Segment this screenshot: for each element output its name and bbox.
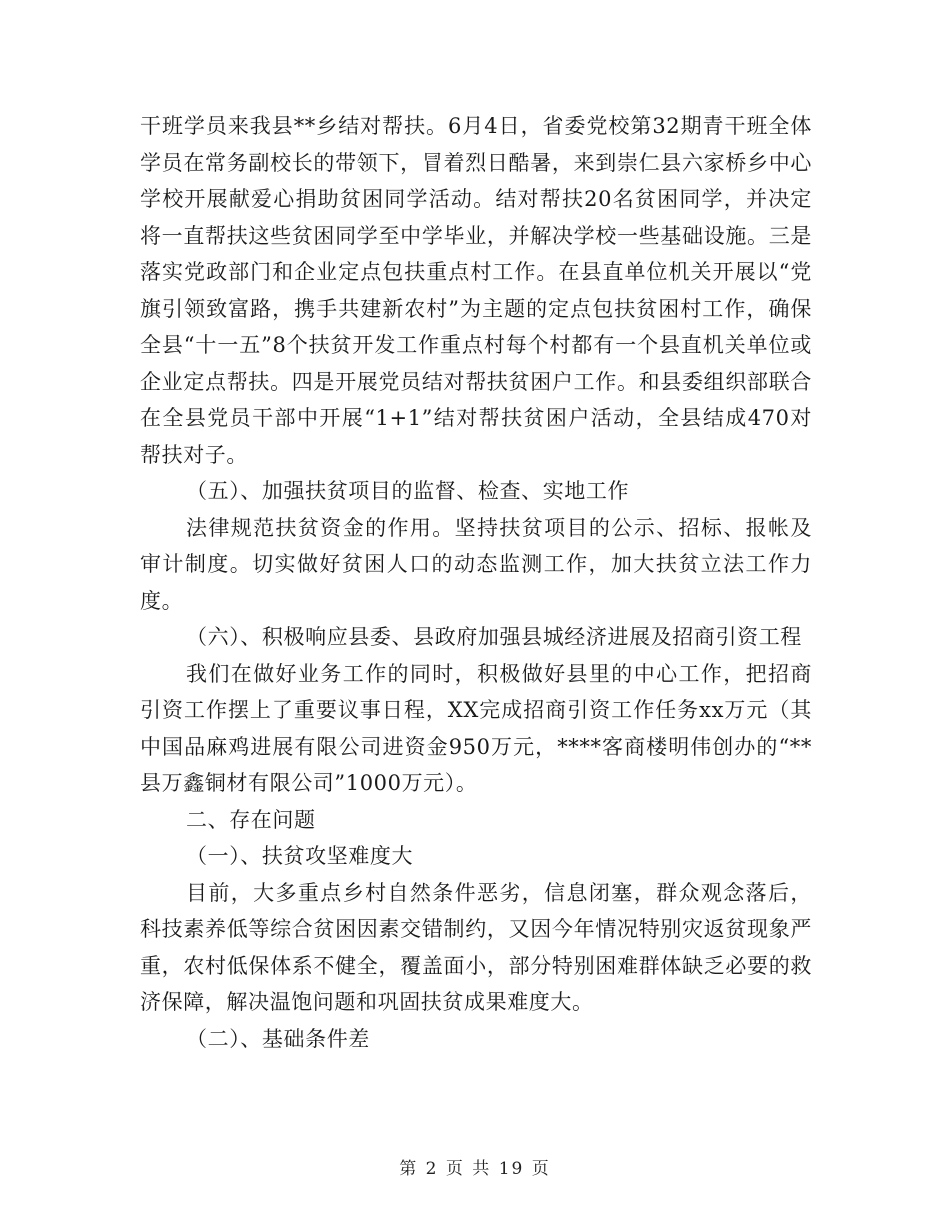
- section-heading: （二）、基础条件差: [186, 1026, 370, 1051]
- section-heading: （一）、扶贫攻坚难度大: [186, 844, 414, 868]
- section-heading: （六）、积极响应县委、县政府加强县城经济进展及招商引资工程: [186, 625, 802, 649]
- body-paragraph: 目前，大多重点乡村自然条件恶劣，信息闭塞，群众观念落后，科技素养低等综合贫困因素交错制约，又因今年情况特别灾返贫现象严重，农村低保体系不健全，覆盖面小，部分特别困难群体缺乏必要的救济保障，解决温饱问题和巩固扶贫成果难度大。: [140, 880, 812, 1014]
- body-paragraph: 干班学员来我县**乡结对帮扶。6月4日，省委党校第32期青干班全体学员在常务副校长的带领下，冒着烈日酷暑，来到崇仁县六家桥乡中心学校开展献爱心捐助贫困同学活动。结对帮扶20名贫困同学，并决定将一直帮扶这些贫困同学至中学毕业，并解决学校一些基础设施。三是落实党政部门和企业定点包扶重点村工作。在县直单位机关开展以“党旗引领致富路，携手共建新农村”为主题的定点包扶贫困村工作，确保全县“十一五”8个扶贫开发工作重点村每个村都有一个县直机关单位或企业定点帮扶。四是开展党员结对帮扶贫困户工作。和县委组织部联合在全县党员干部中开展“1+1”结对帮扶贫困户活动，全县结成470对帮扶对子。: [140, 114, 812, 467]
- page-number-footer: 第 2 页 共 19 页: [399, 1159, 551, 1179]
- body-paragraph: 我们在做好业务工作的同时，积极做好县里的中心工作，把招商引资工作摆上了重要议事日程，XX完成招商引资工作任务xx万元（其中国品麻鸡进展有限公司进资金950万元，****客商楼明伟创办的“**县万鑫铜材有限公司”1000万元）。: [140, 661, 812, 795]
- document-body: [140, 108, 812, 1057]
- body-paragraph: 法律规范扶贫资金的作用。坚持扶贫项目的公示、招标、报帐及审计制度。切实做好贫困人口的动态监测工作，加大扶贫立法工作力度。: [140, 515, 812, 613]
- section-heading: （五）、加强扶贫项目的监督、检查、实地工作: [186, 479, 630, 503]
- chapter-heading: 二、存在问题: [186, 807, 316, 832]
